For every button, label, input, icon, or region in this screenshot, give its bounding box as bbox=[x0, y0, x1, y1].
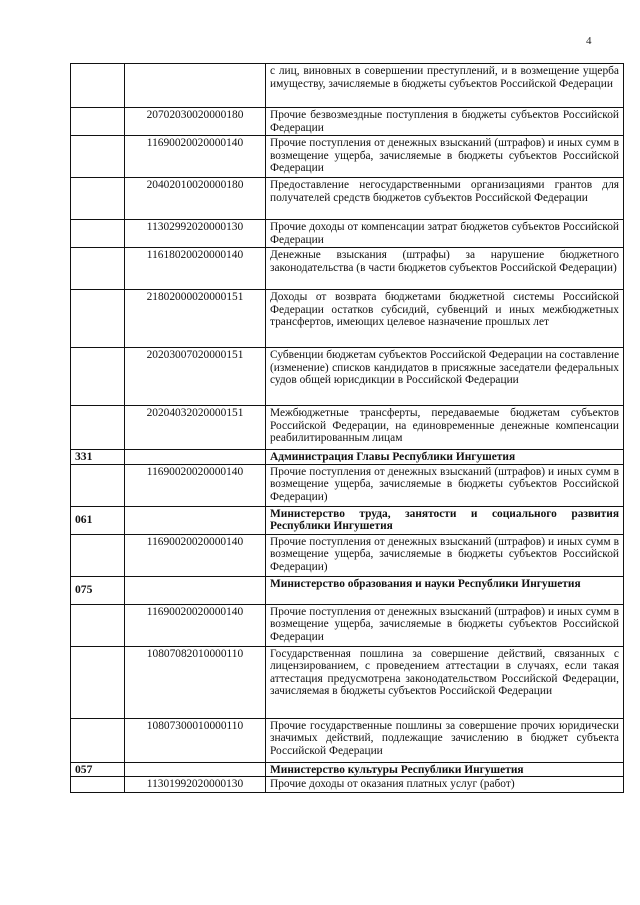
administrator-code-cell bbox=[71, 64, 125, 108]
revenue-code-cell: 11690020020000140 bbox=[125, 136, 266, 178]
revenue-code-cell bbox=[125, 576, 266, 604]
revenue-code-cell: 11690020020000140 bbox=[125, 534, 266, 576]
administrator-code-cell bbox=[71, 604, 125, 646]
revenue-description-cell: Прочие безвозмездные поступления в бюджеты субъектов Российской Федерации bbox=[266, 108, 624, 136]
administrator-header-row bbox=[71, 506, 624, 534]
administrator-code-cell: 331 bbox=[71, 450, 125, 465]
revenue-code-cell: 20204032020000151 bbox=[125, 406, 266, 450]
administrator-code-cell: 061 bbox=[71, 506, 125, 534]
revenue-code-row bbox=[71, 604, 624, 646]
revenue-code-cell: 10807082010000110 bbox=[125, 646, 266, 718]
revenue-code-row bbox=[71, 248, 624, 290]
revenue-code-row bbox=[71, 64, 624, 108]
administrator-code-cell bbox=[71, 646, 125, 718]
revenue-description-cell: Предоставление негосударственными организациями грантов для получателей средств бюджетов субъектов Российской Федерации bbox=[266, 178, 624, 220]
administrator-code-cell bbox=[71, 534, 125, 576]
administrator-code-cell: 075 bbox=[71, 576, 125, 604]
revenue-description-cell: Денежные взыскания (штрафы) за нарушение бюджетного законодательства (в части бюджетов субъектов Российской Федерации) bbox=[266, 248, 624, 290]
revenue-description-cell: Прочие поступления от денежных взысканий (штрафов) и иных сумм в возмещение ущерба, зачисляемые в бюджеты субъектов Российской Федерации) bbox=[266, 534, 624, 576]
administrator-code-cell bbox=[71, 108, 125, 136]
administrator-code-cell bbox=[71, 178, 125, 220]
revenue-code-cell: 20702030020000180 bbox=[125, 108, 266, 136]
revenue-description-cell: Прочие поступления от денежных взысканий (штрафов) и иных сумм в возмещение ущерба, зачисляемые в бюджеты субъектов Российской Федерации bbox=[266, 604, 624, 646]
administrator-name-cell: Министерство образования и науки Республики Ингушетия bbox=[266, 576, 624, 604]
revenue-description-cell: Прочие доходы от компенсации затрат бюджетов субъектов Российской Федерации bbox=[266, 220, 624, 248]
revenue-code-row bbox=[71, 646, 624, 718]
administrator-code-cell bbox=[71, 718, 125, 762]
administrator-code-cell: 057 bbox=[71, 762, 125, 777]
revenue-code-cell bbox=[125, 64, 266, 108]
administrator-code-cell bbox=[71, 777, 125, 793]
revenue-description-cell: Межбюджетные трансферты, передаваемые бюджетам субъектов Российской Федерации, на единовременные денежные компенсации реабилитированным лицам bbox=[266, 406, 624, 450]
revenue-description-cell: Доходы от возврата бюджетами бюджетной системы Российской Федерации остатков субсидий, субвенций и иных межбюджетных трансфертов, имеющих целевое назначение прошлых лет bbox=[266, 290, 624, 348]
revenue-code-row bbox=[71, 348, 624, 406]
page-number: 4 bbox=[586, 35, 592, 47]
revenue-code-row bbox=[71, 178, 624, 220]
revenue-code-cell: 11690020020000140 bbox=[125, 604, 266, 646]
revenue-codes-table bbox=[70, 63, 624, 793]
revenue-code-cell: 11618020020000140 bbox=[125, 248, 266, 290]
revenue-code-cell: 20203007020000151 bbox=[125, 348, 266, 406]
revenue-code-row bbox=[71, 220, 624, 248]
administrator-header-row bbox=[71, 576, 624, 604]
revenue-code-row bbox=[71, 718, 624, 762]
revenue-code-row bbox=[71, 108, 624, 136]
administrator-header-row bbox=[71, 762, 624, 777]
revenue-code-cell: 20402010020000180 bbox=[125, 178, 266, 220]
administrator-code-cell bbox=[71, 348, 125, 406]
revenue-code-cell: 11301992020000130 bbox=[125, 777, 266, 793]
revenue-code-cell: 10807300010000110 bbox=[125, 718, 266, 762]
administrator-header-row bbox=[71, 450, 624, 465]
revenue-description-cell: с лиц, виновных в совершении преступлений, и в возмещение ущерба имуществу, зачисляемые в бюджеты субъектов Российской Федерации bbox=[266, 64, 624, 108]
administrator-name-cell: Администрация Главы Республики Ингушетия bbox=[266, 450, 624, 465]
administrator-code-cell bbox=[71, 290, 125, 348]
revenue-code-row bbox=[71, 534, 624, 576]
revenue-description-cell: Прочие государственные пошлины за совершение прочих юридически значимых действий, подлежащие зачислению в бюджет субъекта Российской Федерации bbox=[266, 718, 624, 762]
administrator-code-cell bbox=[71, 464, 125, 506]
revenue-description-cell: Субвенции бюджетам субъектов Российской Федерации на составление (изменение) списков кандидатов в присяжные заседатели федеральных судов общей юрисдикции в Российской Федерации bbox=[266, 348, 624, 406]
revenue-description-cell: Прочие доходы от оказания платных услуг (работ) bbox=[266, 777, 624, 793]
revenue-code-cell bbox=[125, 762, 266, 777]
revenue-description-cell: Прочие поступления от денежных взысканий (штрафов) и иных сумм в возмещение ущерба, зачисляемые в бюджеты субъектов Российской Федерации) bbox=[266, 464, 624, 506]
revenue-code-row bbox=[71, 464, 624, 506]
administrator-code-cell bbox=[71, 248, 125, 290]
revenue-code-cell: 11302992020000130 bbox=[125, 220, 266, 248]
revenue-code-cell: 21802000020000151 bbox=[125, 290, 266, 348]
revenue-code-cell bbox=[125, 506, 266, 534]
revenue-code-cell bbox=[125, 450, 266, 465]
revenue-code-row bbox=[71, 406, 624, 450]
administrator-code-cell bbox=[71, 136, 125, 178]
administrator-code-cell bbox=[71, 406, 125, 450]
revenue-code-row bbox=[71, 290, 624, 348]
administrator-name-cell: Министерство культуры Республики Ингушетия bbox=[266, 762, 624, 777]
revenue-code-row bbox=[71, 136, 624, 178]
revenue-code-row bbox=[71, 777, 624, 793]
revenue-code-cell: 11690020020000140 bbox=[125, 464, 266, 506]
revenue-description-cell: Государственная пошлина за совершение действий, связанных с лицензированием, с проведением аттестации в случаях, если такая аттестация предусмотрена законодательством Российской Федерации, зачисляемая в бюджеты субъектов Российской Федерации bbox=[266, 646, 624, 718]
revenue-description-cell: Прочие поступления от денежных взысканий (штрафов) и иных сумм в возмещение ущерба, зачисляемые в бюджеты субъектов Российской Федерации bbox=[266, 136, 624, 178]
administrator-name-cell: Министерство труда, занятости и социального развития Республики Ингушетия bbox=[266, 506, 624, 534]
administrator-code-cell bbox=[71, 220, 125, 248]
